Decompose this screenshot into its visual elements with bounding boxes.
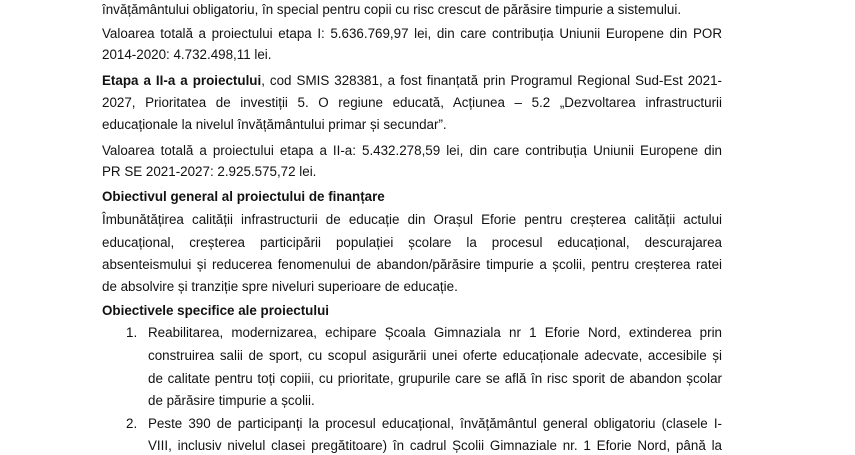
general-objective-line-2: educațional, creșterea participării populației școlare la procesul educațional, descurajarea (102, 235, 722, 250)
stage2-bold-lead: Etapa a II-a a proiectului (102, 73, 262, 88)
stage2-line-3: educaționale la nivelul învățământului primar și secundar”. (102, 117, 447, 132)
stage2-value-line-2: PR SE 2021-2027: 2.925.575,72 lei. (102, 164, 317, 179)
specific-objectives-heading: Obiectivele specifice ale proiectului (102, 303, 329, 318)
list-item-1-line-3: de calitate pentru toți copiii, cu prioritate, grupurile care se află în risc sporit de abandon școlar (148, 371, 722, 386)
stage2-line-1-rest: , cod SMIS 328381, a fost finanțată prin Programul Regional Sud-Est 2021- (261, 73, 722, 88)
stage1-value-line-2: 2014-2020: 4.732.498,11 lei. (102, 47, 272, 62)
list-item-1-line-2: construirea salii de sport, cu scopul asigurării unei oferte educaționale adecvate, accesibile și (148, 348, 722, 363)
list-item-number: 2. (126, 416, 138, 431)
general-objective-line-3: absenteismului și reducerea fenomenului de abandon/părăsire timpurie a școlii, pentru creșterea ratei (102, 257, 722, 272)
stage2-line-2: 2027, Prioritatea de investiții 5. O regiune educată, Acțiunea – 5.2 „Dezvoltarea infrastructurii (102, 95, 722, 110)
list-item-1-line-4: de părăsire timpurie a școlii. (148, 393, 315, 408)
list-item-1-line-1: Reabilitarea, modernizarea, echipare Școala Gimnaziala nr 1 Eforie Nord, extinderea prin (148, 325, 722, 340)
list-item-2-line-2: VIII, inclusiv nivelul clasei pregătitoare) în cadrul Școlii Gimnaziale nr. 1 Eforie Nord, până la (148, 438, 722, 453)
intro-tail-line: învățământului obligatoriu, în special pentru copii cu risc crescut de părăsire timpurie a sistemului. (102, 2, 682, 17)
list-item-number: 1. (126, 325, 138, 340)
general-objective-line-1: Îmbunătățirea calității infrastructurii de educație din Orașul Eforie pentru creșterea calității actului (102, 212, 722, 227)
general-objective-line-4: de absolvire și tranziție spre niveluri superioare de educație. (102, 279, 458, 294)
stage2-value-line-1: Valoarea totală a proiectului etapa a II-a: 5.432.278,59 lei, din care contribuția Uniunii Europene din (102, 143, 722, 158)
general-objective-heading: Obiectivul general al proiectului de finanțare (102, 189, 385, 204)
list-item-2-line-1: Peste 390 de participanți la procesul educațional, învățământul general obligatoriu (clasele I- (148, 416, 722, 431)
stage2-line-1 (102, 72, 722, 90)
stage1-value-line-1: Valoarea totală a proiectului etapa I: 5.636.769,97 lei, din care contribuția Uniunii Europene din POR (102, 26, 722, 41)
